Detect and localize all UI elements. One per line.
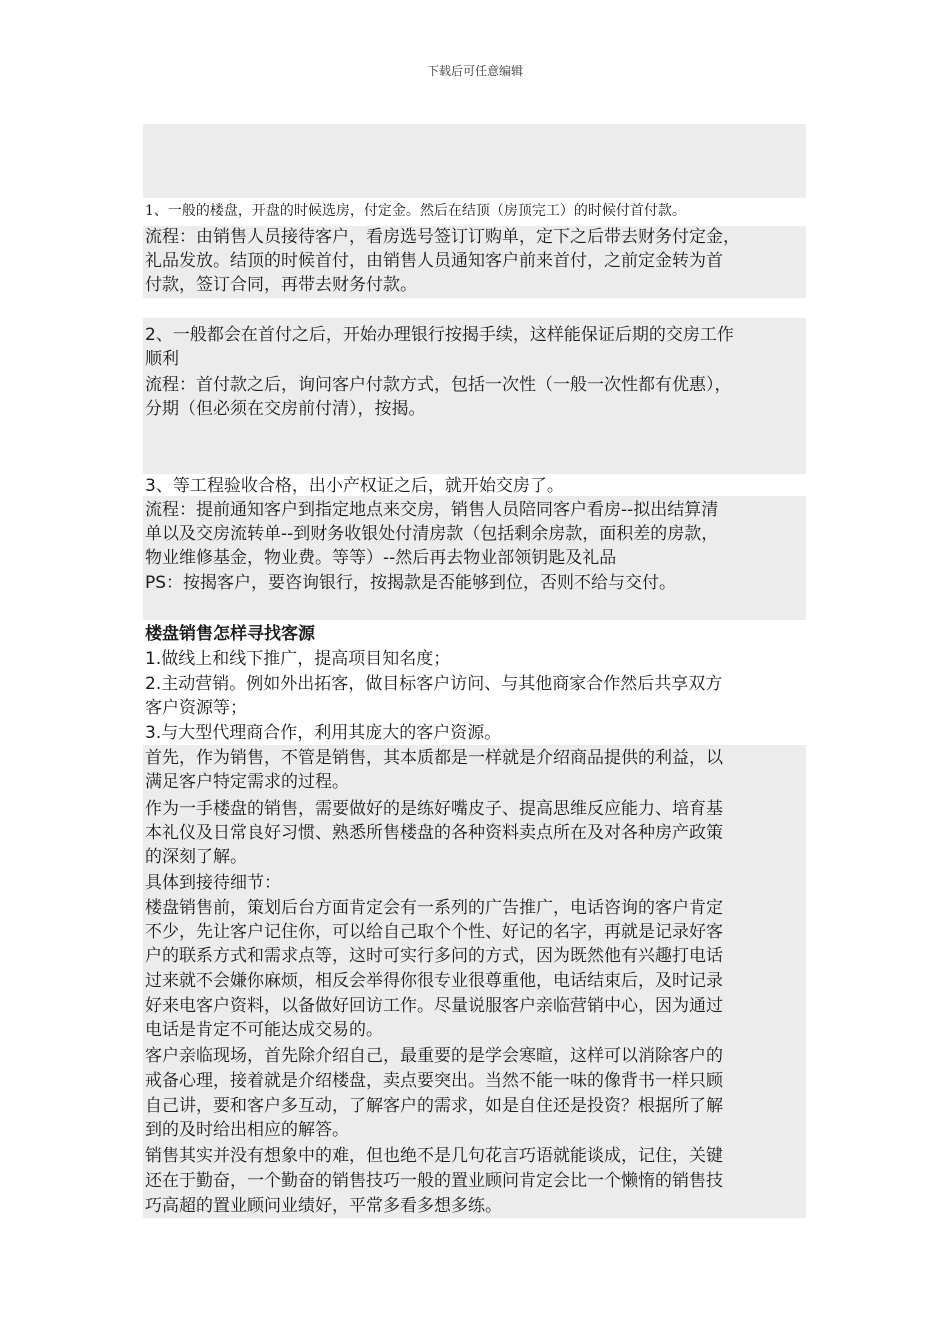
body-line: 本礼仪及日常良好习惯、熟悉所售楼盘的各种资料卖点所在及对各种房产政策 — [145, 823, 723, 843]
list-item: 3.与大型代理商合作，利用其庞大的客户资源。 — [145, 723, 502, 743]
section2-point: 顺利 — [145, 349, 179, 369]
section1-process-line: 流程：由销售人员接待客户，看房选号签订订购单，定下之后带去财务付定金， — [145, 227, 740, 247]
section3-process-line: 单以及交房流转单--到财务收银处付清房款（包括剩余房款，面积差的房款， — [145, 524, 719, 544]
section1-point: 1、一般的楼盘，开盘的时候选房，付定金。然后在结顶（房顶完工）的时候付首付款。 — [145, 203, 686, 219]
section3-process-line: 物业维修基金，物业费。等等）--然后再去物业部领钥匙及礼品 — [145, 548, 617, 568]
list-item: 1.做线上和线下推广，提高项目知名度； — [145, 649, 451, 669]
body-line: 过来就不会嫌你麻烦，相反会举得你很专业很尊重他，电话结束后，及时记录 — [145, 971, 723, 991]
body-line: 电话是肯定不可能达成交易的。 — [145, 1020, 383, 1040]
highlight-block-top — [143, 124, 806, 198]
body-line: 户的联系方式和需求点等，这时可实行多问的方式，因为既然他有兴趣打电话 — [145, 946, 723, 966]
section1-process-line: 付款，签订合同，再带去财务付款。 — [145, 275, 417, 295]
list-item: 客户资源等； — [145, 698, 247, 718]
body-line: 满足客户特定需求的过程。 — [145, 772, 349, 792]
body-line: 到的及时给出相应的解答。 — [145, 1120, 349, 1140]
body-line: 具体到接待细节： — [145, 873, 281, 893]
body-line: 客户亲临现场，首先除介绍自己，最重要的是学会寒暄，这样可以消除客户的 — [145, 1046, 723, 1066]
body-line: 销售其实并没有想象中的难，但也绝不是几句花言巧语就能谈成，记住，关键 — [145, 1146, 723, 1166]
section2-point: 2、一般都会在首付之后，开始办理银行按揭手续，这样能保证后期的交房工作 — [145, 325, 734, 345]
body-line: 还在于勤奋，一个勤奋的销售技巧一般的置业顾问肯定会比一个懒惰的销售技 — [145, 1171, 723, 1191]
section2-process-line: 分期（但必须在交房前付清），按揭。 — [145, 399, 426, 419]
body-line: 不少，先让客户记住你，可以给自己取个个性、好记的名字，再就是记录好客 — [145, 922, 723, 942]
body-line: 作为一手楼盘的销售，需要做好的是练好嘴皮子、提高思维反应能力、培育基 — [145, 799, 723, 819]
body-line: 好来电客户资料，以备做好回访工作。尽量说服客户亲临营销中心，因为通过 — [145, 996, 723, 1016]
body-line: 楼盘销售前，策划后台方面肯定会有一系列的广告推广，电话咨询的客户肯定 — [145, 898, 723, 918]
section1-process-line: 礼品发放。结顶的时候首付，由销售人员通知客户前来首付，之前定金转为首 — [145, 251, 723, 271]
section-heading: 楼盘销售怎样寻找客源 — [145, 624, 315, 644]
section2-process-line: 流程：首付款之后，询问客户付款方式，包括一次性（一般一次性都有优惠）， — [145, 375, 732, 395]
body-line: 巧高超的置业顾问业绩好，平常多看多想多练。 — [145, 1196, 502, 1216]
body-line: 首先，作为销售，不管是销售，其本质都是一样就是介绍商品提供的利益，以 — [145, 748, 723, 768]
list-item: 2.主动营销。例如外出拓客，做目标客户访问、与其他商家合作然后共享双方 — [145, 674, 723, 694]
section3-process-line: 流程：提前通知客户到指定地点来交房，销售人员陪同客户看房--拟出结算清 — [145, 500, 719, 520]
section3-point: 3、等工程验收合格，出小产权证之后，就开始交房了。 — [145, 476, 564, 496]
body-line: 的深刻了解。 — [145, 847, 247, 867]
body-line: 自己讲，要和客户多互动，了解客户的需求，如是自住还是投资？根据所了解 — [145, 1096, 723, 1116]
body-line: 戒备心理，接着就是介绍楼盘，卖点要突出。当然不能一味的像背书一样只顾 — [145, 1071, 723, 1091]
section3-note: PS：按揭客户，要咨询银行，按揭款是否能够到位，否则不给与交付。 — [145, 573, 677, 593]
page-header: 下载后可任意编辑 — [426, 64, 523, 78]
